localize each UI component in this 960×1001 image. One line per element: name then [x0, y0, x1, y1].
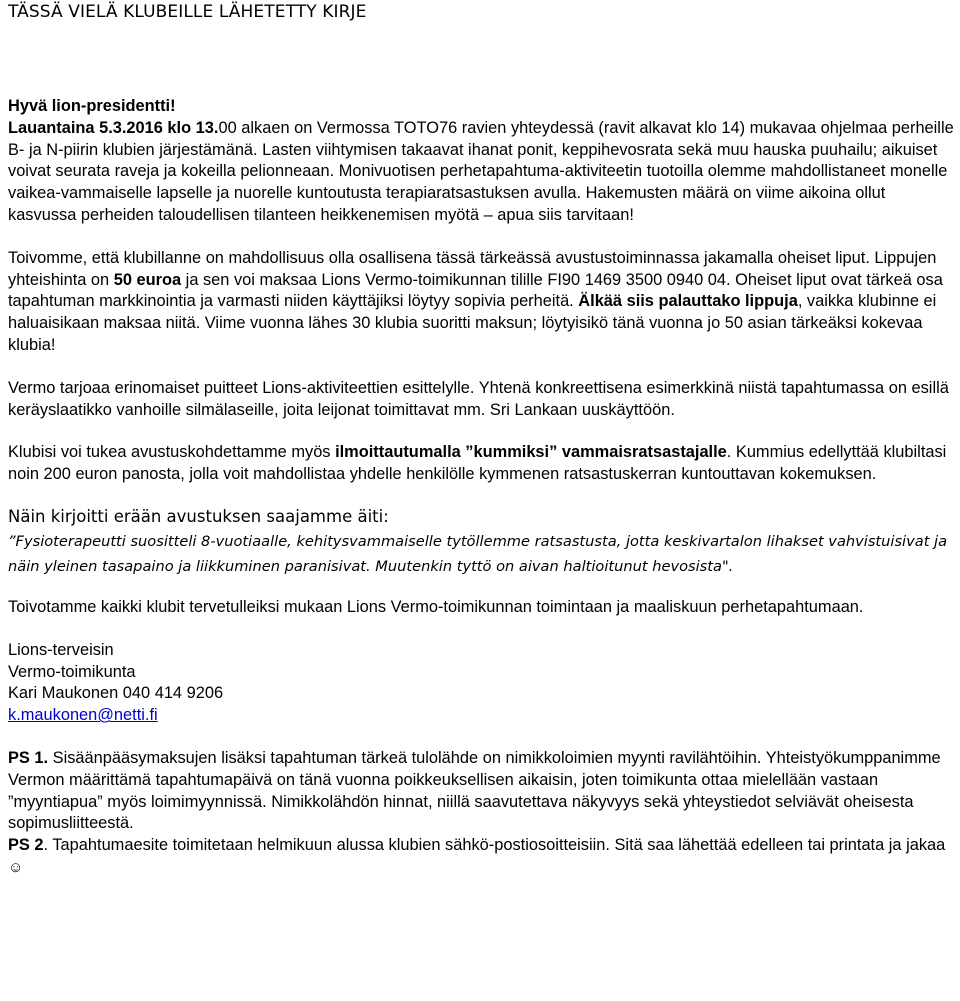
signature-greeting: Lions-terveisin	[8, 640, 114, 659]
paragraph-event	[8, 118, 954, 227]
signature-name-phone: Kari Maukonen 040 414 9206	[8, 684, 224, 703]
tickets-text-c: , vaikka klubinne ei haluaisikaan maksaa niitä. Viime vuonna lähes 30 klubia suoritti maksun; löytyisikö tänä vuonna jo 50 asian tärkeäksi kokevaa klubia!	[8, 292, 937, 354]
event-date: Lauantaina 5.3.2016 klo 13.	[8, 118, 219, 137]
event-text: 00 alkaen on Vermossa TOTO76 ravien yhteydessä (ravit alkavat klo 14) mukavaa ohjelmaa perheille B- ja N-piirin klubien järjestämänä. Lasten viihtymisen takaavat ihanat ponit, keppihevosrata sekä muu hauska puuhailu; aikuiset voivat seurata raveja ja kokeilla pelionneaan. Monivuotisen perhetapahtuma-aktiviteetin tuotoilla olemme mahdollistaneet monelle vaikea-vammaiselle lapselle ja nuorelle kuntoutusta terapiaratsastuksen avulla. Hakemusten määrä on viime aikoina ollut kasvussa perheiden taloudellisen tilanteen heikkenemisen myötä – apua siis tarvitaan!	[8, 118, 954, 224]
signature-org: Vermo-toimikunta	[8, 662, 136, 681]
do-not-return-note: Älkää siis palauttako lippuja	[578, 292, 798, 311]
letter-body	[8, 96, 954, 879]
paragraph-welcome: Toivotamme kaikki klubit tervetulleiksi mukaan Lions Vermo-toimikunnan toimintaan ja maaliskuun perhetapahtumaan.	[8, 597, 864, 616]
ticket-price: 50 euroa	[113, 270, 182, 289]
paragraph-sponsor	[8, 442, 954, 486]
ps1-label: PS 1.	[8, 748, 49, 767]
paragraph-tickets	[8, 248, 954, 357]
sponsor-text-a: Klubisi voi tukea avustuskohdettamme myös	[8, 443, 336, 462]
quote-text: ”Fysioterapeutti suositteli 8-vuotiaalle, kehitysvammaiselle tytöllemme ratsastusta, jotta keskivartalon lihakset vahvistuisivat ja näin yleinen tasapaino ja liikkuminen paranisivat. Muutenkin tyttö on aivan haltioitunut hevosista".	[8, 532, 948, 575]
ps2-label: PS 2	[8, 836, 44, 855]
ps1-paragraph	[8, 748, 954, 835]
tickets-text-b: ja sen voi maksaa Lions Vermo-toimikunnan tilille FI90 1469 3500 0940 04. Oheiset liput ovat tärkeä osa tapahtuman markkinointia ja varmasti niiden käyttäjiksi löytyy sopivia perheitä.	[8, 270, 943, 311]
greeting: Hyvä lion-presidentti!	[8, 97, 176, 115]
paragraph-vermo: Vermo tarjoaa erinomaiset puitteet Lions-aktiviteettien esittelylle. Yhtenä konkreettisena esimerkkinä niistä tapahtumassa on esillä keräyslaatikko vanhoille silmälaseille, joita leijonat toimittavat mm. Sri Lankaan uuskäyttöön.	[8, 378, 949, 419]
ps2-text: . Tapahtumaesite toimitetaan helmikuun alussa klubien sähkö-postiosoitteisiin. Sitä saa lähettää edelleen tai printata ja jakaa	[43, 836, 946, 855]
email-link[interactable]: k.maukonen@netti.fi	[8, 706, 158, 725]
banner-title: TÄSSÄ VIELÄ KLUBEILLE LÄHETETTY KIRJE	[8, 2, 367, 22]
ps2-paragraph	[8, 835, 954, 879]
ps1-text: Sisäänpääsymaksujen lisäksi tapahtuman tärkeä tulolähde on nimikkoloimien myynti ravilähtöihin. Yhteistyökumppanimme Vermon määrittämä tapahtumapäivä on tänä vuonna poikkeuksellisen aikaisin, joten toimikunta ottaa mielellään vastaan ”myyntiapua” myös loimimyynnissä. Nimikkolähdön hinnat, niillä saavutettava näkyvyys sekä yhteystiedot selviävät oheisesta sopimusliitteestä.	[8, 748, 941, 833]
smiley-icon: ☺	[8, 858, 24, 876]
sponsor-text-b: . Kummius edellyttää klubiltasi noin 200 euron panosta, jolla voit mahdollistaa yhdelle henkilölle kymmenen ratsastuskerran kuntouttavan kokemuksen.	[8, 443, 947, 484]
sponsor-callout: ilmoittautumalla ”kummiksi” vammaisratsastajalle	[335, 443, 727, 462]
quote-heading: Näin kirjoitti erään avustuksen saajamme äiti:	[8, 506, 389, 526]
tickets-text-a: Toivomme, että klubillanne on mahdollisuus olla osallisena tässä tärkeässä avustustoiminnassa jakamalla oheiset liput. Lippujen yhteishinta on	[8, 248, 937, 289]
